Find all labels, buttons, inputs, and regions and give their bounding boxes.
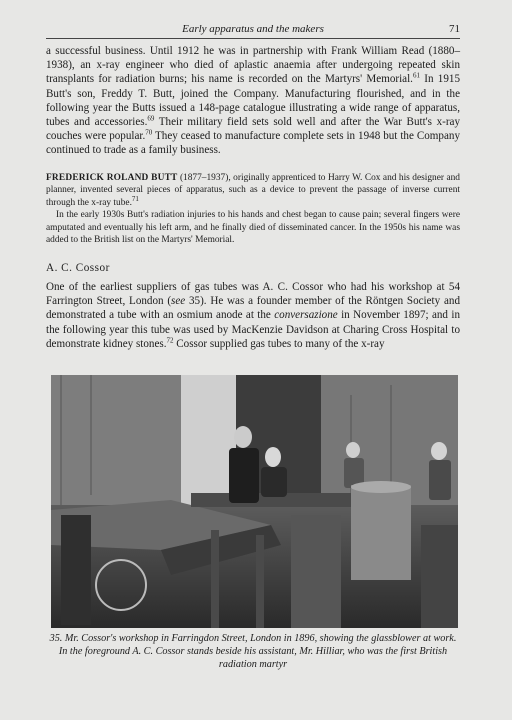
conversazione-word: conversazione (274, 309, 338, 322)
page-number: 71 (449, 23, 460, 35)
paragraph-text: Cossor supplied gas tubes to many of the x-ray (173, 337, 385, 350)
paragraph-text: One of the earliest suppliers of gas tubes was A. C. Cossor who had his workshop at 54 Farrington Street, London ( (46, 281, 460, 308)
footnote-ref: 69 (147, 114, 155, 123)
section-heading: A. C. Cossor (46, 262, 110, 274)
biography-name: FREDERICK ROLAND BUTT (46, 173, 178, 183)
biography-text: (1877–1937), originally apprenticed to Harry W. Cox and his designer and planner, invented several pieces of apparatus, such as a device to prevent the passage of inverse current through the x-ray tube. (46, 173, 460, 208)
figure-caption: 35. Mr. Cossor's workshop in Farringdon Street, London in 1896, showing the glassblower at work. In the foreground A. C. Cossor stands beside his assistant, Mr. Hilliar, who was the first British radiation martyr (49, 633, 457, 670)
footnote-ref: 71 (131, 194, 139, 203)
paragraph-text: 35). He was a founder member of the Röntgen Society and demonstrated a tube with an osmium anode at the (46, 295, 460, 322)
paragraph-text: Their military field sets sold well and after the War Butt's x-ray couches were popular. (46, 116, 460, 143)
paragraph-text: They ceased to manufacture complete sets in 1948 but the Company continued to trade as a family business. (46, 130, 460, 157)
footnote-ref: 61 (412, 71, 420, 80)
paragraph-text: a successful business. Until 1912 he was in partnership with Frank William Read (1880–1938), an x-ray engineer who died of aplastic anaemia after undergoing repeated skin transplants for radiation burns; his name is recorded on the Martyrs' Memorial. (46, 45, 460, 86)
paragraph-cossor (46, 280, 460, 351)
see-word: see (171, 295, 186, 308)
paragraph-text: In 1915 Butt's son, Freddy T. Butt, joined the Company. Manufacturing flourished, and in the following year the Butts issued a 148-page catalogue illustrating a wide range of apparatus, tubes and accessories. (46, 73, 460, 129)
biography-box (46, 172, 460, 246)
running-title: Early apparatus and the makers (182, 23, 324, 35)
paragraph-butt-business (46, 44, 460, 158)
footnote-ref: 72 (166, 336, 174, 345)
paragraph-text: in November 1897; and in the following year this tube was used by MacKenzie Davidson at Charing Cross Hospital to demonstrate kidney stones. (46, 309, 460, 350)
biography-paragraph (46, 172, 460, 209)
biography-paragraph: In the early 1930s Butt's radiation injuries to his hands and chest began to cause pain; several fingers were amputated and eventually his left arm, and he finally died of disseminated cancer. In the 1950s his name was added to the British list on the Martyrs' Memorial. (46, 210, 460, 246)
workshop-photo-illustration (51, 375, 458, 628)
running-head (46, 22, 460, 39)
footnote-ref: 70 (145, 128, 153, 137)
workshop-photograph (51, 375, 458, 628)
